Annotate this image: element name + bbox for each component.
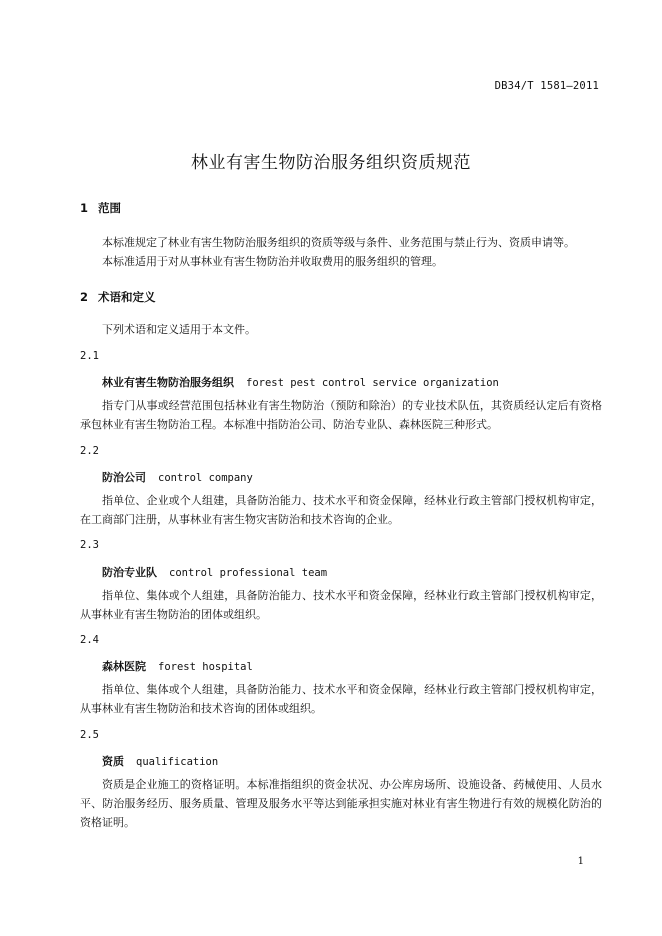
term-heading bbox=[102, 374, 499, 390]
scope-paragraph-2: 本标准适用于对从事林业有害生物防治并收取费用的服务组织的管理。 bbox=[102, 255, 443, 268]
clause-number: 2.4 bbox=[80, 634, 99, 646]
clause-number: 2.2 bbox=[80, 445, 99, 457]
section-title: 术语和定义 bbox=[98, 290, 156, 304]
term-en: qualification bbox=[136, 756, 219, 768]
term-zh: 林业有害生物防治服务组织 bbox=[102, 376, 234, 389]
clause-number: 2.3 bbox=[80, 539, 99, 551]
page-number: 1 bbox=[577, 856, 584, 867]
term-heading bbox=[102, 658, 253, 674]
term-definition: 指单位、集体或个人组建，具备防治能力、技术水平和资金保障，经林业行政主管部门授权机构审定，从事林业有害生物防治的团体或组织。 bbox=[80, 589, 602, 621]
section-number: 2 bbox=[80, 290, 89, 304]
document-code: DB34/T 1581—2011 bbox=[494, 80, 599, 92]
section-heading-terms bbox=[80, 289, 156, 305]
term-heading bbox=[102, 564, 327, 580]
terms-intro: 下列术语和定义适用于本文件。 bbox=[102, 323, 256, 336]
term-en: control professional team bbox=[169, 567, 328, 579]
clause-number: 2.1 bbox=[80, 350, 99, 362]
term-definition: 资质是企业施工的资格证明。本标准指组织的资金状况、办公库房场所、设施设备、药械使用、人员水平、防治服务经历、服务质量、管理及服务水平等达到能承担实施对林业有害生物进行有效的规模化防治的资格证明。 bbox=[80, 778, 602, 829]
term-en: forest hospital bbox=[158, 661, 253, 673]
term-definition: 指单位、集体或个人组建，具备防治能力、技术水平和资金保障，经林业行政主管部门授权机构审定，从事林业有害生物防治和技术咨询的团体或组织。 bbox=[80, 683, 602, 715]
term-heading bbox=[102, 469, 253, 485]
page-title: 林业有害生物防治服务组织资质规范 bbox=[191, 153, 471, 173]
section-number: 1 bbox=[80, 201, 89, 215]
term-zh: 森林医院 bbox=[102, 660, 146, 673]
scope-paragraph-1: 本标准规定了林业有害生物防治服务组织的资质等级与条件、业务范围与禁止行为、资质申请等。 bbox=[102, 236, 575, 249]
term-zh: 防治公司 bbox=[102, 471, 146, 484]
term-en: control company bbox=[158, 472, 253, 484]
term-definition: 指单位、企业或个人组建，具备防治能力、技术水平和资金保障，经林业行政主管部门授权机构审定，在工商部门注册，从事林业有害生物灾害防治和技术咨询的企业。 bbox=[80, 494, 602, 526]
section-title: 范围 bbox=[98, 201, 121, 215]
section-heading-scope bbox=[80, 200, 121, 216]
clause-number: 2.5 bbox=[80, 729, 99, 741]
term-heading bbox=[102, 753, 218, 769]
term-zh: 资质 bbox=[102, 755, 124, 768]
term-zh: 防治专业队 bbox=[102, 566, 157, 579]
term-en: forest pest control service organization bbox=[246, 377, 499, 389]
term-definition: 指专门从事或经营范围包括林业有害生物防治（预防和除治）的专业技术队伍，其资质经认定后有资格承包林业有害生物防治工程。本标准中指防治公司、防治专业队、森林医院三种形式。 bbox=[80, 399, 602, 431]
